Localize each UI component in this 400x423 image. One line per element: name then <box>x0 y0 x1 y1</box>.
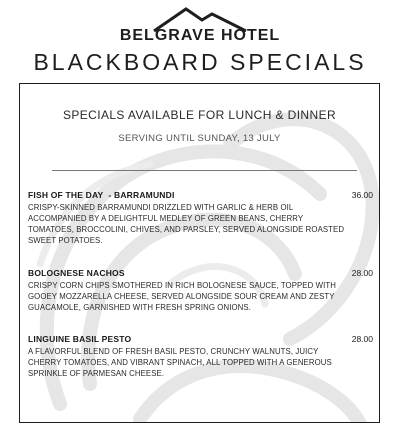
menu-item <box>28 268 373 313</box>
menu-item-name: BOLOGNESE NACHOS <box>28 268 125 278</box>
menu-item <box>28 334 373 379</box>
serving-until: SERVING UNTIL SUNDAY, 13 JULY <box>118 133 281 144</box>
menu-item <box>28 190 373 246</box>
menu-item-name: FISH OF THE DAY - BARRAMUNDI <box>28 190 175 200</box>
divider <box>52 170 357 171</box>
specials-card <box>19 83 380 423</box>
menu-item-description: CRISPY CORN CHIPS SMOTHERED IN RICH BOLOGNESE SAUCE, TOPPED WITH GOOEY MOZZARELLA CHEESE, SERVED ALONGSIDE SOUR CREAM AND ZESTY GUACAMOLE, GARNISHED WITH FRESH SPRING ONIONS. <box>28 281 336 312</box>
hotel-name: BELGRAVE HOTEL <box>119 27 281 44</box>
menu-item-description: CRISPY-SKINNED BARRAMUNDI DRIZZLED WITH GARLIC & HERB OIL ACCOMPANIED BY A DELIGHTFUL MEDLEY OF GREEN BEANS, CHERRY TOMATOES, BROCCOLINI, CHIVES, AND PARSLEY, SERVED ALONGSIDE ROASTED SWEET POTATOES. <box>28 203 345 245</box>
specials-subtitle: SPECIALS AVAILABLE FOR LUNCH & DINNER <box>62 108 337 122</box>
menu-item-name: LINGUINE BASIL PESTO <box>28 334 132 344</box>
menu-item-price: 36.00 <box>351 190 373 200</box>
menu-item-price: 28.00 <box>351 268 373 278</box>
board-title: BLACKBOARD SPECIALS <box>33 49 367 75</box>
menu-item-price: 28.00 <box>351 334 373 344</box>
menu-item-description: A FLAVORFUL BLEND OF FRESH BASIL PESTO, CRUNCHY WALNUTS, JUICY CHERRY TOMATOES, AND VIBRANT SPINACH, ALL TOPPED WITH A GENEROUS SPRINKLE OF PARMESAN CHEESE. <box>28 347 332 378</box>
